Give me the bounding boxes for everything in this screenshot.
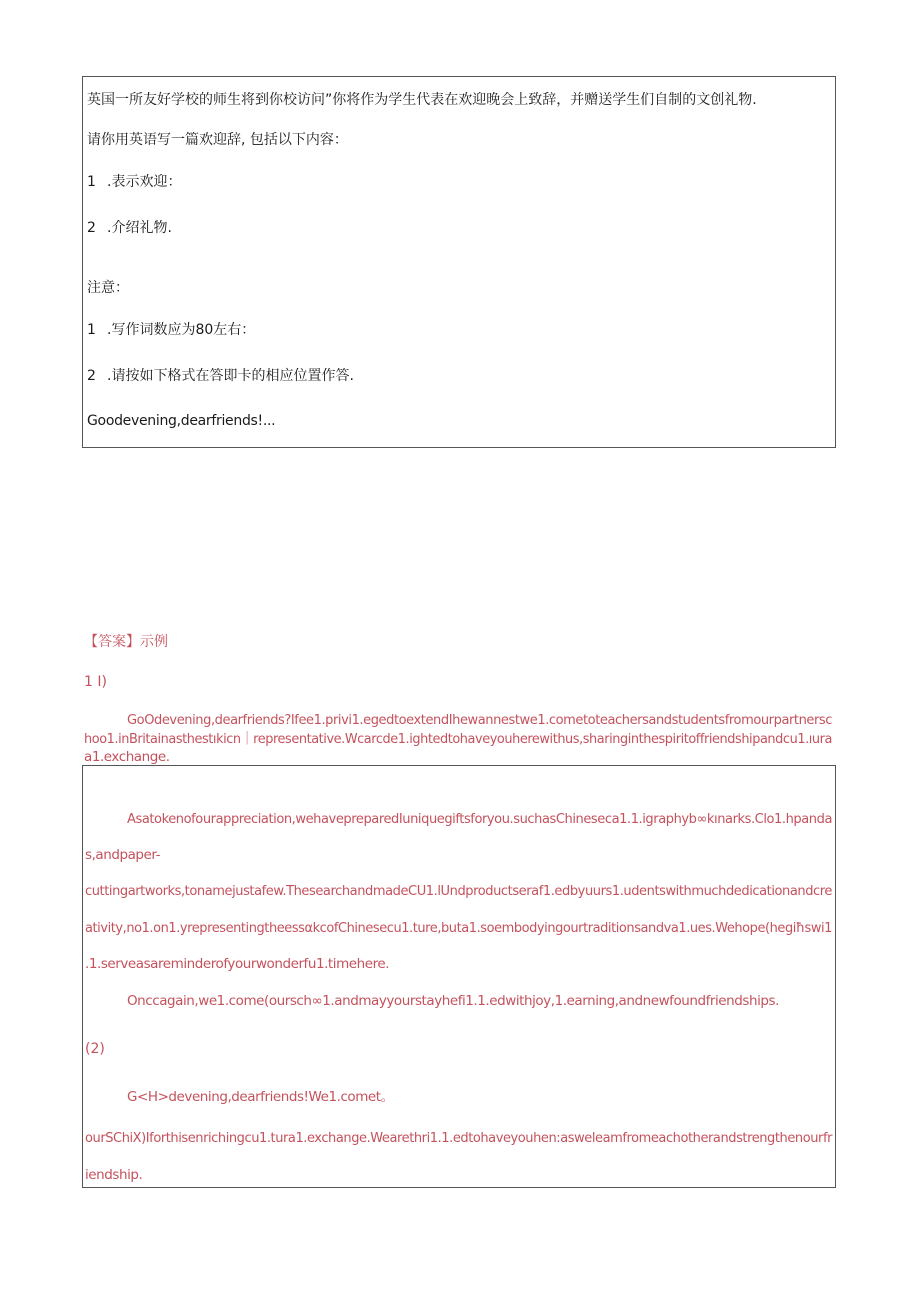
answer-p1-line-1: GoOdevening,dearfriends?Ifee1.privi1.egedtoextendIhewannestwe1.cometoteachersandstudentsfromourpartnersc bbox=[127, 712, 832, 728]
note-number: 2 bbox=[87, 368, 96, 384]
question-box bbox=[82, 76, 836, 448]
content-point-2 bbox=[87, 219, 172, 237]
answer-p5-line-1: ourSChiX)Iforthisenrichingcu1.tura1.exchange.Wearethri1.1.edtohaveyouhen:asweleamfromeachotherandstrengthenourfr bbox=[85, 1130, 832, 1146]
answer-p2-line-3: cuttingartworks,tonamejustafew.ThesearchandmadeCU1.lUndproductseraf1.edbyuurs1.udentswithmuchdedicationandcre bbox=[85, 883, 832, 899]
answer-p4-line: G<H>devening,dearfriends!We1.comet。 bbox=[127, 1089, 394, 1105]
answer-p2-line-2: s,andpaper- bbox=[85, 847, 161, 863]
question-instruction: 请你用英语写一篇欢迎辞, 包括以下内容： bbox=[87, 132, 348, 148]
note-text: .请按如下格式在答即卡的相应位置作答. bbox=[107, 368, 354, 384]
answer-p2-line-5: .1.serveasareminderofyourwonderfu1.timehere. bbox=[85, 956, 390, 972]
answer-label: 【答案】示例 bbox=[84, 634, 168, 650]
content-point-1 bbox=[87, 173, 181, 191]
point-number: 1 bbox=[87, 174, 96, 190]
answer-box bbox=[82, 765, 836, 1188]
opening-line: Goodevening,dearfriends!... bbox=[87, 413, 276, 429]
note-2 bbox=[87, 367, 354, 385]
answer-p2-line-4: ativity,no1.on1.yrepresentingtheessαkcofChinesecu1.ture,buta1.soembodyingourtraditionsandva1.ues.Wehope(hegiħswi1 bbox=[85, 920, 832, 936]
answer-p1-line-3: a1.exchange. bbox=[84, 749, 170, 765]
answer-p5-line-2: iendship. bbox=[85, 1167, 143, 1183]
point-text: .表示欢迎： bbox=[107, 174, 182, 190]
notes-label: 注意： bbox=[87, 280, 129, 296]
answer-p2-line-1: Asatokenofourappreciation,wehavepreparedIuniquegiftsforyou.suchasChineseca1.1.igraphyb∞kınarks.Clo1.hpanda bbox=[127, 811, 832, 827]
note-number: 1 bbox=[87, 322, 96, 338]
question-intro: 英国一所友好学校的师生将到你校访问”你将作为学生代表在欢迎晚会上致辞，并赠送学生们自制的文创礼物. bbox=[87, 92, 757, 108]
answer-marker-2: (2) bbox=[85, 1041, 105, 1057]
note-1 bbox=[87, 321, 255, 339]
note-text: .写作词数应为80左右： bbox=[107, 322, 256, 338]
point-text: .介绍礼物. bbox=[107, 220, 172, 236]
point-number: 2 bbox=[87, 220, 96, 236]
answer-marker-1: 1 I) bbox=[84, 674, 107, 690]
answer-p3-line: Onccagain,we1.come(oursch∞1.andmayyourstayhefi1.1.edwithjoy,1.earning,andnewfoundfriendships. bbox=[127, 993, 779, 1009]
answer-p1-line-2: hoo1.inBritainasthestıkicn｜representative.Wcarcde1.ightedtohaveyouherewithus,sharinginthespiritoffriendshipandcu1.ıura bbox=[84, 731, 832, 747]
